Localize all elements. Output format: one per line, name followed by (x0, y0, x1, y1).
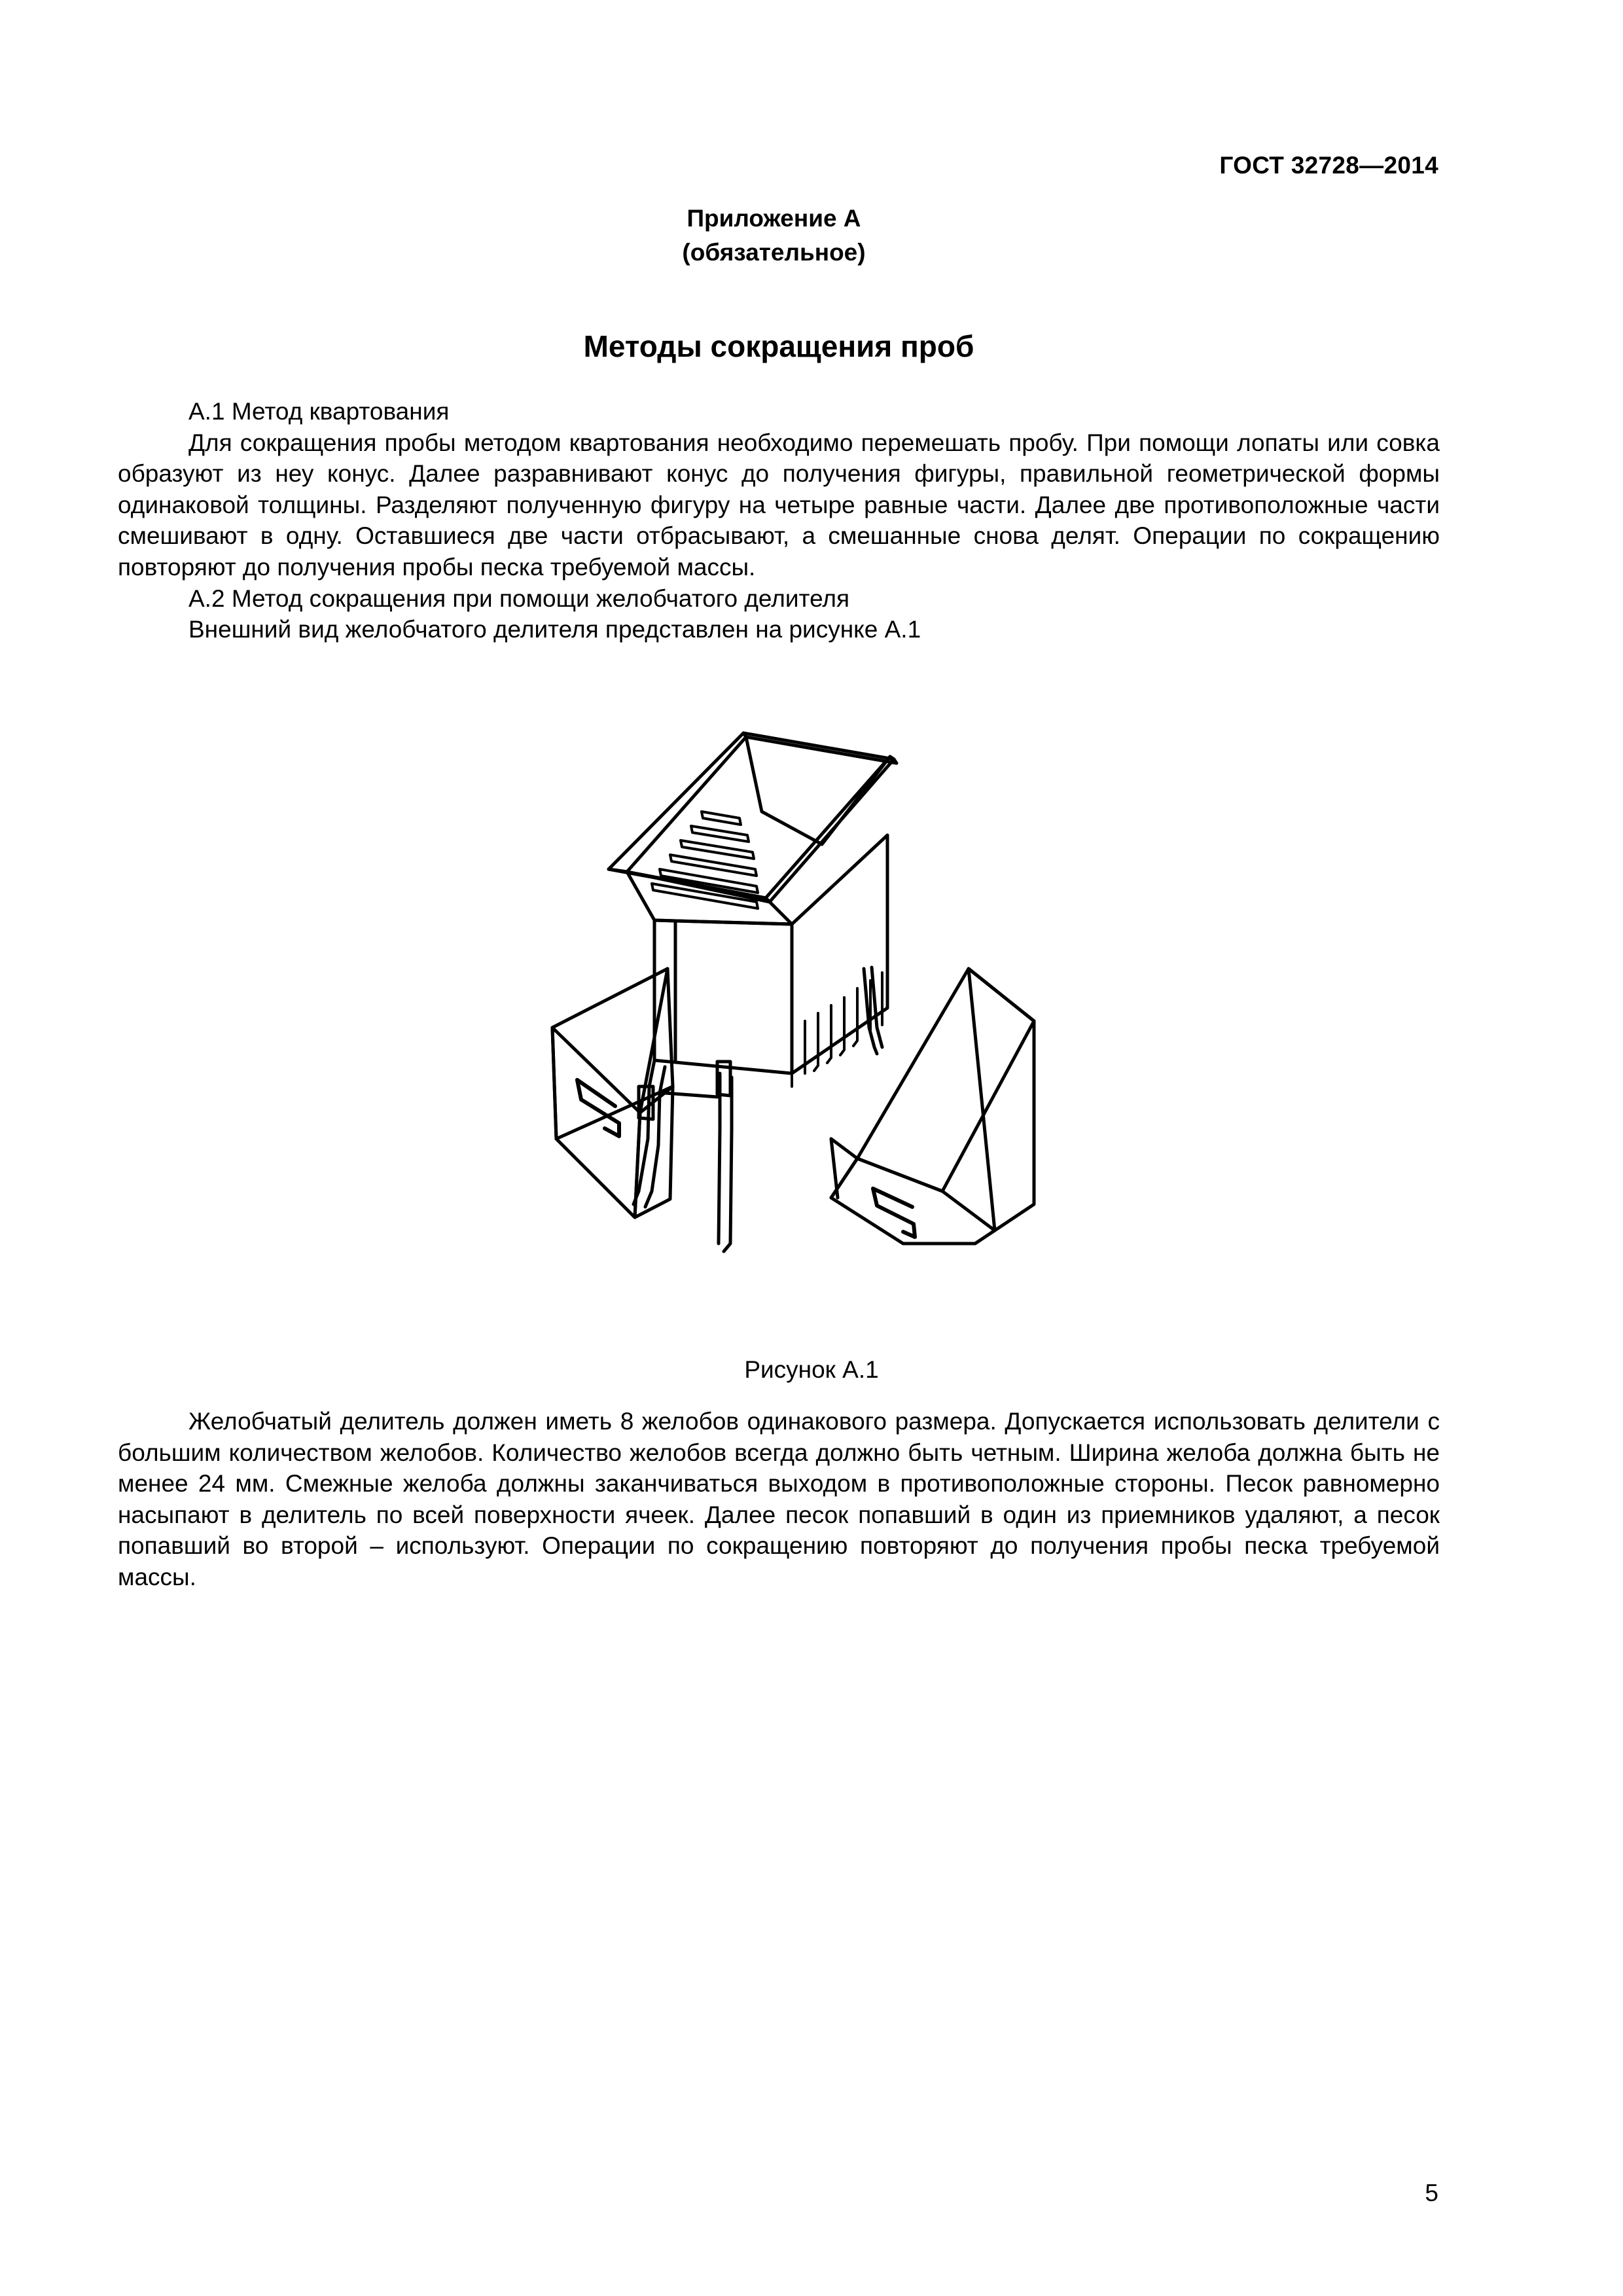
annex-label: Приложение А (687, 205, 861, 232)
hopper (609, 733, 897, 924)
document-code: ГОСТ 32728—2014 (1219, 152, 1438, 179)
figure-caption: Рисунок А.1 (744, 1356, 879, 1383)
text-block-bottom (118, 1406, 1440, 1593)
riffle-splitter-figure (524, 720, 1086, 1296)
annex-status: (обязательное) (682, 239, 866, 266)
annex-heading (0, 202, 1548, 270)
section-a2-heading: А.2 Метод сокращения при помощи желобчатого делителя (188, 584, 850, 612)
section-riffle-description: Желобчатый делитель должен иметь 8 желобов одинакового размера. Допускается использовать делители с большим количеством желобов. Количество желобов всегда должно быть четным. Ширина желоба должна быть не менее 24 мм. Смежные желоба должны заканчиваться выходом в противоположные стороны. Песок равномерно насыпают в делитель по всей поверхности ячеек. Далее песок попавший в один из приемников удаляют, а песок попавший во второй – используют. Операции по сокращению повторяют до получения пробы песка требуемой массы. (118, 1408, 1440, 1590)
front-chute (633, 1060, 732, 1251)
splitter-body (654, 835, 887, 1086)
section-a2-intro: Внешний вид желобчатого делителя представлен на рисунке А.1 (188, 616, 921, 643)
text-block-top (118, 396, 1440, 645)
section-a1-heading: А.1 Метод квартования (188, 398, 450, 425)
page-title: Методы сокращения проб (583, 329, 974, 363)
section-a1-paragraph: Для сокращения пробы методом квартования необходимо перемешать пробу. При помощи лопаты или совка образуют из неу конус. Далее разравнивают конус до получения фигуры, правильной геометрической формы одинаковой толщины. Разделяют полученную фигуру на четыре равные части. Далее две противоположные части смешивают в одну. Оставшиеся две части отбрасывают, а смешанные снова делят. Операции по сокращению повторяют до получения пробы песка требуемой массы. (118, 429, 1440, 581)
right-receiver-pan (831, 969, 1034, 1244)
page-number: 5 (1425, 2179, 1438, 2206)
